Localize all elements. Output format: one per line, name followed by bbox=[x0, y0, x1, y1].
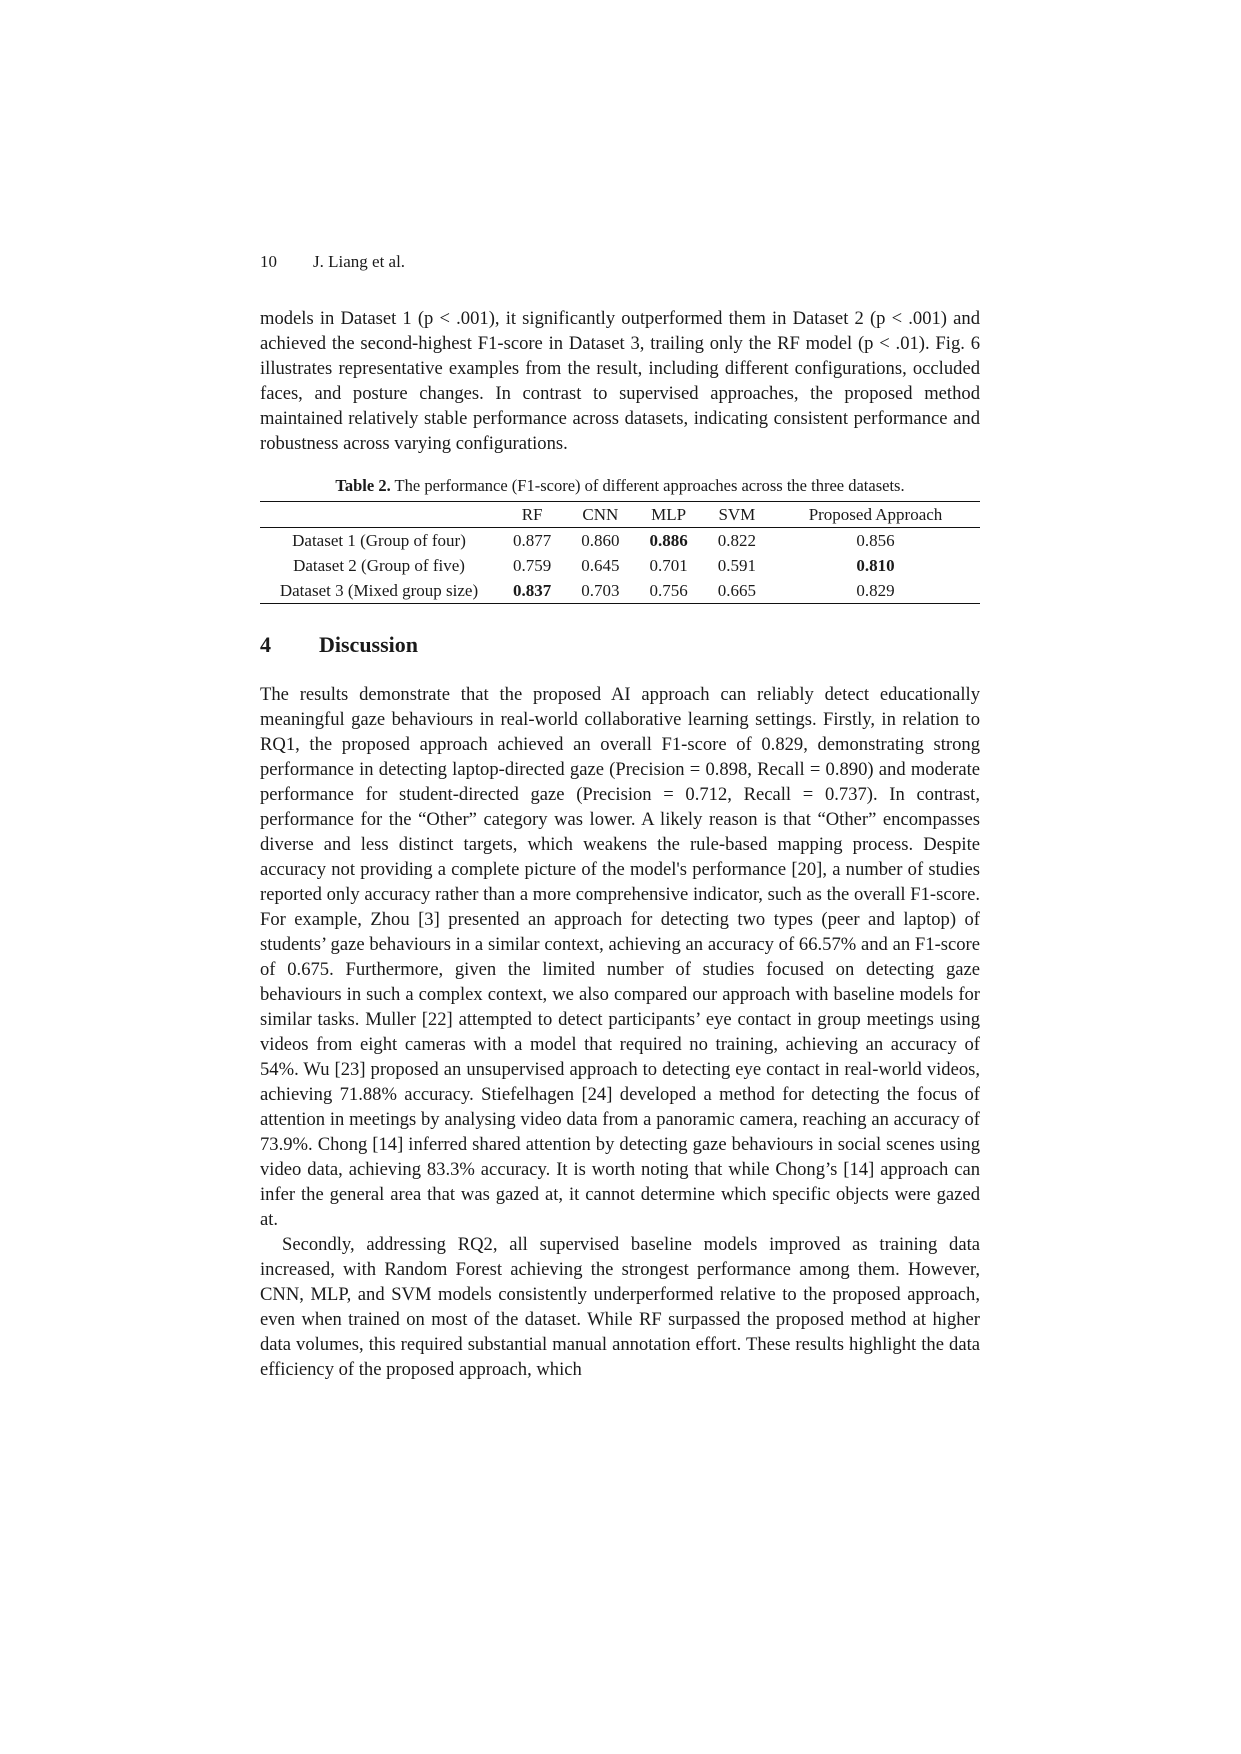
table-cell: 0.829 bbox=[856, 580, 895, 600]
section-title: Discussion bbox=[319, 632, 419, 657]
row-label: Dataset 1 (Group of four) bbox=[292, 530, 466, 550]
running-header bbox=[260, 252, 405, 272]
table-cell: 0.856 bbox=[856, 530, 895, 550]
intro-paragraph: models in Dataset 1 (p < .001), it significantly outperformed them in Dataset 2 (p < .001) and achieved the second-highest F1-score in Dataset 3, trailing only the RF model (p < .01). Fig. 6 illustrates representative examples from the result, including different configurations, occluded faces, and posture changes. In contrast to supervised approaches, the proposed method maintained relatively stable performance across datasets, indicating consistent performance and robustness across varying configurations. bbox=[260, 308, 980, 454]
table-header-cell: MLP bbox=[635, 502, 703, 528]
table-cell: 0.822 bbox=[717, 530, 756, 550]
page-number: 10 bbox=[260, 252, 277, 271]
section-number: 4 bbox=[260, 632, 271, 657]
table-row bbox=[260, 578, 980, 604]
table-cell: 0.645 bbox=[581, 555, 620, 575]
table-header-cell: RF bbox=[498, 502, 566, 528]
table-cell: 0.701 bbox=[649, 555, 688, 575]
table-header-row bbox=[260, 502, 980, 528]
table-cell: 0.886 bbox=[649, 530, 688, 550]
discussion-paragraph-1: The results demonstrate that the proposed AI approach can reliably detect educationally meaningful gaze behaviours in real-world collaborative learning settings. Firstly, in relation to RQ1, the proposed approach achieved an overall F1-score of 0.829, demonstrating strong performance in detecting laptop-directed gaze (Precision = 0.898, Recall = 0.890) and moderate performance for student-directed gaze (Precision = 0.712, Recall = 0.737). In contrast, performance for the “Other” category was lower. A likely reason is that “Other” encompasses diverse and less distinct targets, which weakens the rule-based mapping process. Despite accuracy not providing a complete picture of the model's performance [20], a number of studies reported only accuracy rather than a more comprehensive indicator, such as the overall F1-score. For example, Zhou [3] presented an approach for detecting two types (peer and laptop) of students’ gaze behaviours in a similar context, achieving an accuracy of 66.57% and an F1-score of 0.675. Furthermore, given the limited number of studies focused on detecting gaze behaviours in such a complex context, we also compared our approach with baseline models for similar tasks. Muller [22] attempted to detect participants’ eye contact in group meetings using videos from eight cameras with a model that required no training, achieving an accuracy of 54%. Wu [23] proposed an unsupervised approach to detecting eye contact in real-world videos, achieving 71.88% accuracy. Stiefelhagen [24] developed a method for detecting the focus of attention in meetings by analysing video data from a panoramic camera, reaching an accuracy of 73.9%. Chong [14] inferred shared attention by detecting gaze behaviours in social scenes using video data, achieving 83.3% accuracy. It is worth noting that while Chong’s [14] approach can infer the general area that was gazed at, it cannot determine which specific objects were gazed at. bbox=[260, 684, 980, 1230]
running-authors: J. Liang et al. bbox=[313, 252, 406, 271]
table-cell: 0.759 bbox=[513, 555, 552, 575]
row-label: Dataset 2 (Group of five) bbox=[293, 555, 465, 575]
table-cell: 0.860 bbox=[581, 530, 620, 550]
discussion-paragraph-2: Secondly, addressing RQ2, all supervised baseline models improved as training data increased, with Random Forest achieving the strongest performance among them. However, CNN, MLP, and SVM models consistently underperformed relative to the proposed approach, even when trained on most of the dataset. While RF surpassed the proposed method at higher data volumes, this required substantial manual annotation effort. These results highlight the data efficiency of the proposed approach, which bbox=[260, 1234, 980, 1380]
table-cell: 0.877 bbox=[513, 530, 552, 550]
table-cell: 0.665 bbox=[717, 580, 756, 600]
table-row bbox=[260, 528, 980, 554]
table-caption-text: The performance (F1-score) of different approaches across the three datasets. bbox=[390, 476, 905, 495]
results-table bbox=[260, 501, 980, 604]
table-row bbox=[260, 553, 980, 578]
table-cell: 0.810 bbox=[856, 555, 895, 575]
table-cell: 0.756 bbox=[649, 580, 688, 600]
table-caption-label: Table 2. bbox=[335, 476, 391, 495]
table-header-cell bbox=[260, 502, 498, 528]
table-header-cell: CNN bbox=[566, 502, 634, 528]
table-cell: 0.591 bbox=[717, 555, 756, 575]
table-cell: 0.703 bbox=[581, 580, 620, 600]
page-content bbox=[260, 306, 980, 1382]
table-header-cell: SVM bbox=[703, 502, 771, 528]
table-caption bbox=[260, 475, 980, 496]
table-header-cell: Proposed Approach bbox=[771, 502, 980, 528]
row-label: Dataset 3 (Mixed group size) bbox=[279, 580, 479, 600]
table-cell: 0.837 bbox=[513, 580, 552, 600]
section-heading bbox=[260, 632, 980, 658]
